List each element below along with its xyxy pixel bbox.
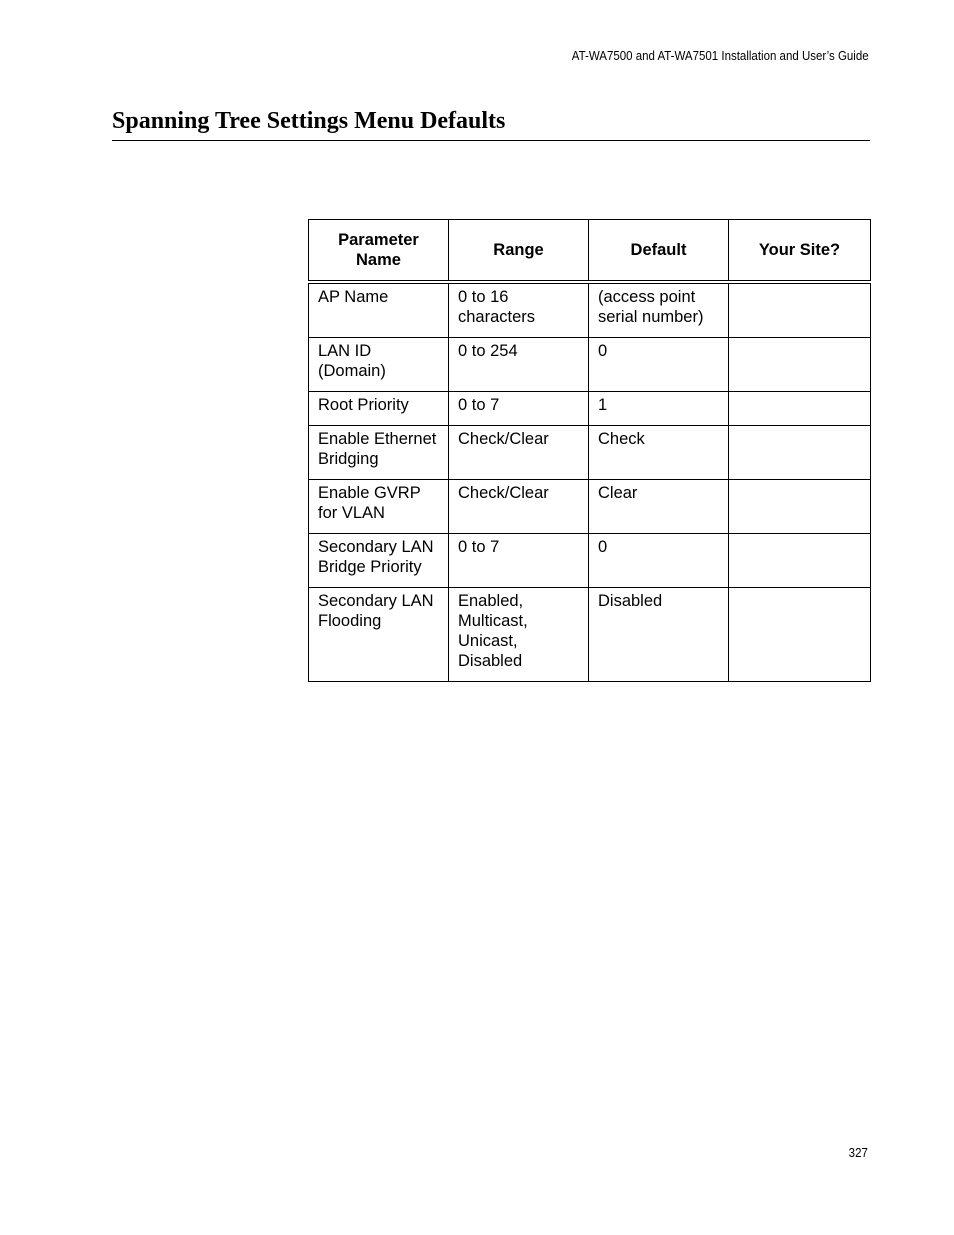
cell-your-site: [729, 392, 871, 426]
table-row: [309, 426, 871, 480]
cell-default: Check: [589, 426, 729, 480]
cell-parameter-name: Secondary LAN Bridge Priority: [309, 534, 449, 588]
cell-parameter-name: Secondary LAN Flooding: [309, 588, 449, 682]
cell-range: 0 to 16 characters: [449, 282, 589, 338]
cell-your-site: [729, 282, 871, 338]
cell-parameter-name: AP Name: [309, 282, 449, 338]
cell-range: 0 to 7: [449, 392, 589, 426]
table-row: [309, 588, 871, 682]
cell-default: 0: [589, 534, 729, 588]
table-row: [309, 338, 871, 392]
running-header: AT-WA7500 and AT-WA7501 Installation and User’s Guide: [572, 49, 869, 63]
cell-your-site: [729, 480, 871, 534]
table-header-row: [309, 220, 871, 283]
cell-range: Check/Clear: [449, 480, 589, 534]
cell-range: Enabled, Multicast, Unicast, Disabled: [449, 588, 589, 682]
column-header-parameter-name: Parameter Name: [309, 220, 449, 283]
cell-range: 0 to 254: [449, 338, 589, 392]
cell-default: (access point serial number): [589, 282, 729, 338]
cell-parameter-name: Enable Ethernet Bridging: [309, 426, 449, 480]
cell-default: Clear: [589, 480, 729, 534]
column-header-default: Default: [589, 220, 729, 283]
cell-range: 0 to 7: [449, 534, 589, 588]
table-row: [309, 392, 871, 426]
cell-default: 1: [589, 392, 729, 426]
cell-your-site: [729, 426, 871, 480]
table-row: [309, 480, 871, 534]
cell-your-site: [729, 534, 871, 588]
cell-your-site: [729, 588, 871, 682]
cell-range: Check/Clear: [449, 426, 589, 480]
table-row: [309, 282, 871, 338]
cell-parameter-name: Root Priority: [309, 392, 449, 426]
section-title: Spanning Tree Settings Menu Defaults: [112, 108, 506, 134]
cell-your-site: [729, 338, 871, 392]
cell-default: Disabled: [589, 588, 729, 682]
title-rule: [112, 140, 870, 141]
column-header-range: Range: [449, 220, 589, 283]
cell-parameter-name: Enable GVRP for VLAN: [309, 480, 449, 534]
cell-parameter-name: LAN ID (Domain): [309, 338, 449, 392]
page-number: 327: [848, 1146, 868, 1160]
table-row: [309, 534, 871, 588]
defaults-table: [308, 219, 871, 682]
column-header-your-site: Your Site?: [729, 220, 871, 283]
table-body: [309, 282, 871, 682]
cell-default: 0: [589, 338, 729, 392]
table-header: [309, 220, 871, 283]
